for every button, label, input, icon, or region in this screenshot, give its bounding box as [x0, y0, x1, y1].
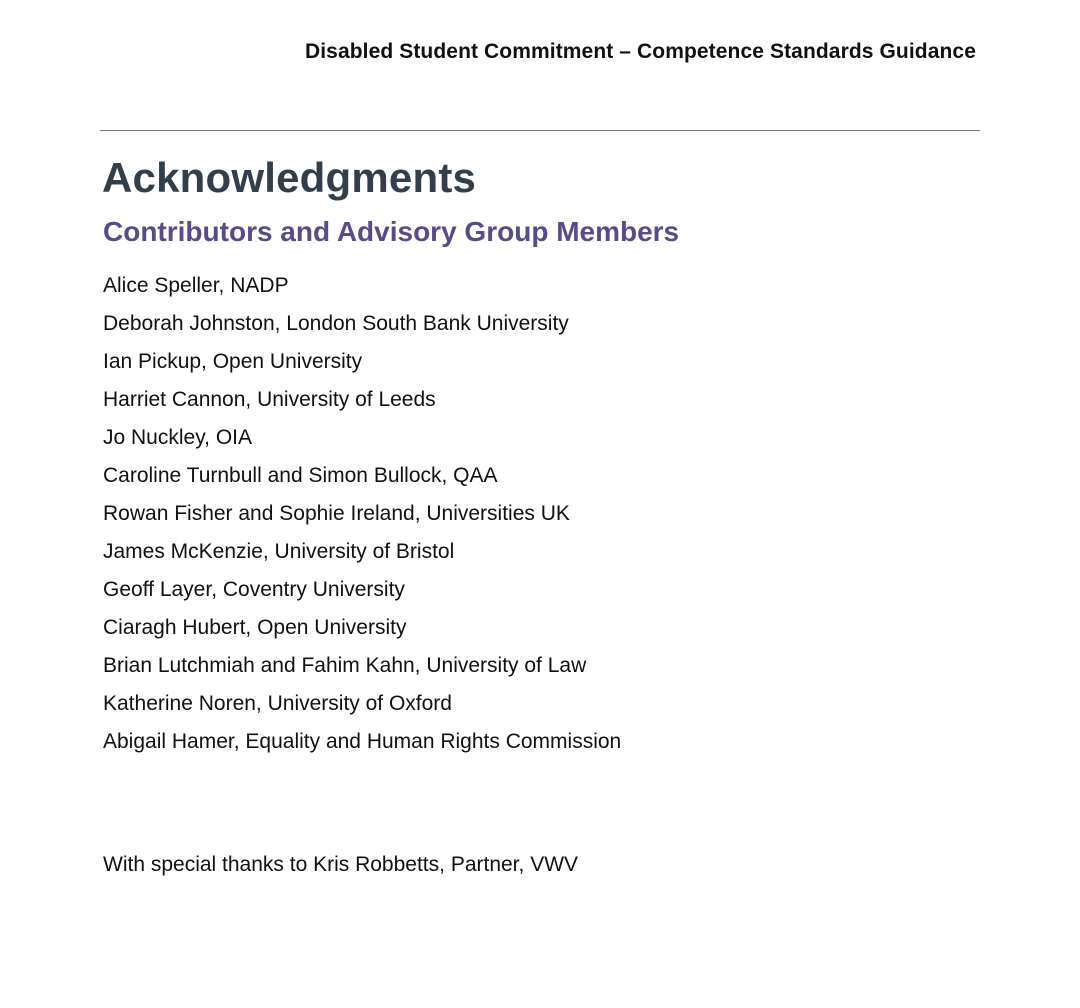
page-title: Acknowledgments	[102, 154, 477, 201]
contributor-item: Rowan Fisher and Sophie Ireland, Universities UK	[103, 502, 570, 525]
contributor-item: Ian Pickup, Open University	[103, 350, 363, 373]
contributor-item: Caroline Turnbull and Simon Bullock, QAA	[103, 464, 498, 487]
contributor-item: Geoff Layer, Coventry University	[103, 578, 405, 601]
contributor-item: Ciaragh Hubert, Open University	[103, 616, 407, 639]
contributor-item: Jo Nuckley, OIA	[103, 426, 252, 449]
header-divider	[100, 130, 980, 131]
special-thanks-note: With special thanks to Kris Robbetts, Partner, VWV	[103, 853, 579, 876]
contributor-item: Deborah Johnston, London South Bank University	[103, 312, 569, 335]
contributor-list	[103, 272, 621, 766]
contributor-item: Brian Lutchmiah and Fahim Kahn, University of Law	[103, 654, 587, 677]
contributor-item: Katherine Noren, University of Oxford	[103, 692, 452, 715]
contributor-item: Abigail Hamer, Equality and Human Rights Commission	[103, 730, 622, 753]
contributor-item: Alice Speller, NADP	[103, 274, 289, 297]
contributor-item: James McKenzie, University of Bristol	[103, 540, 455, 563]
section-subtitle: Contributors and Advisory Group Members	[103, 216, 680, 247]
document-running-header: Disabled Student Commitment – Competence Standards Guidance	[304, 40, 976, 63]
contributor-item: Harriet Cannon, University of Leeds	[103, 388, 436, 411]
